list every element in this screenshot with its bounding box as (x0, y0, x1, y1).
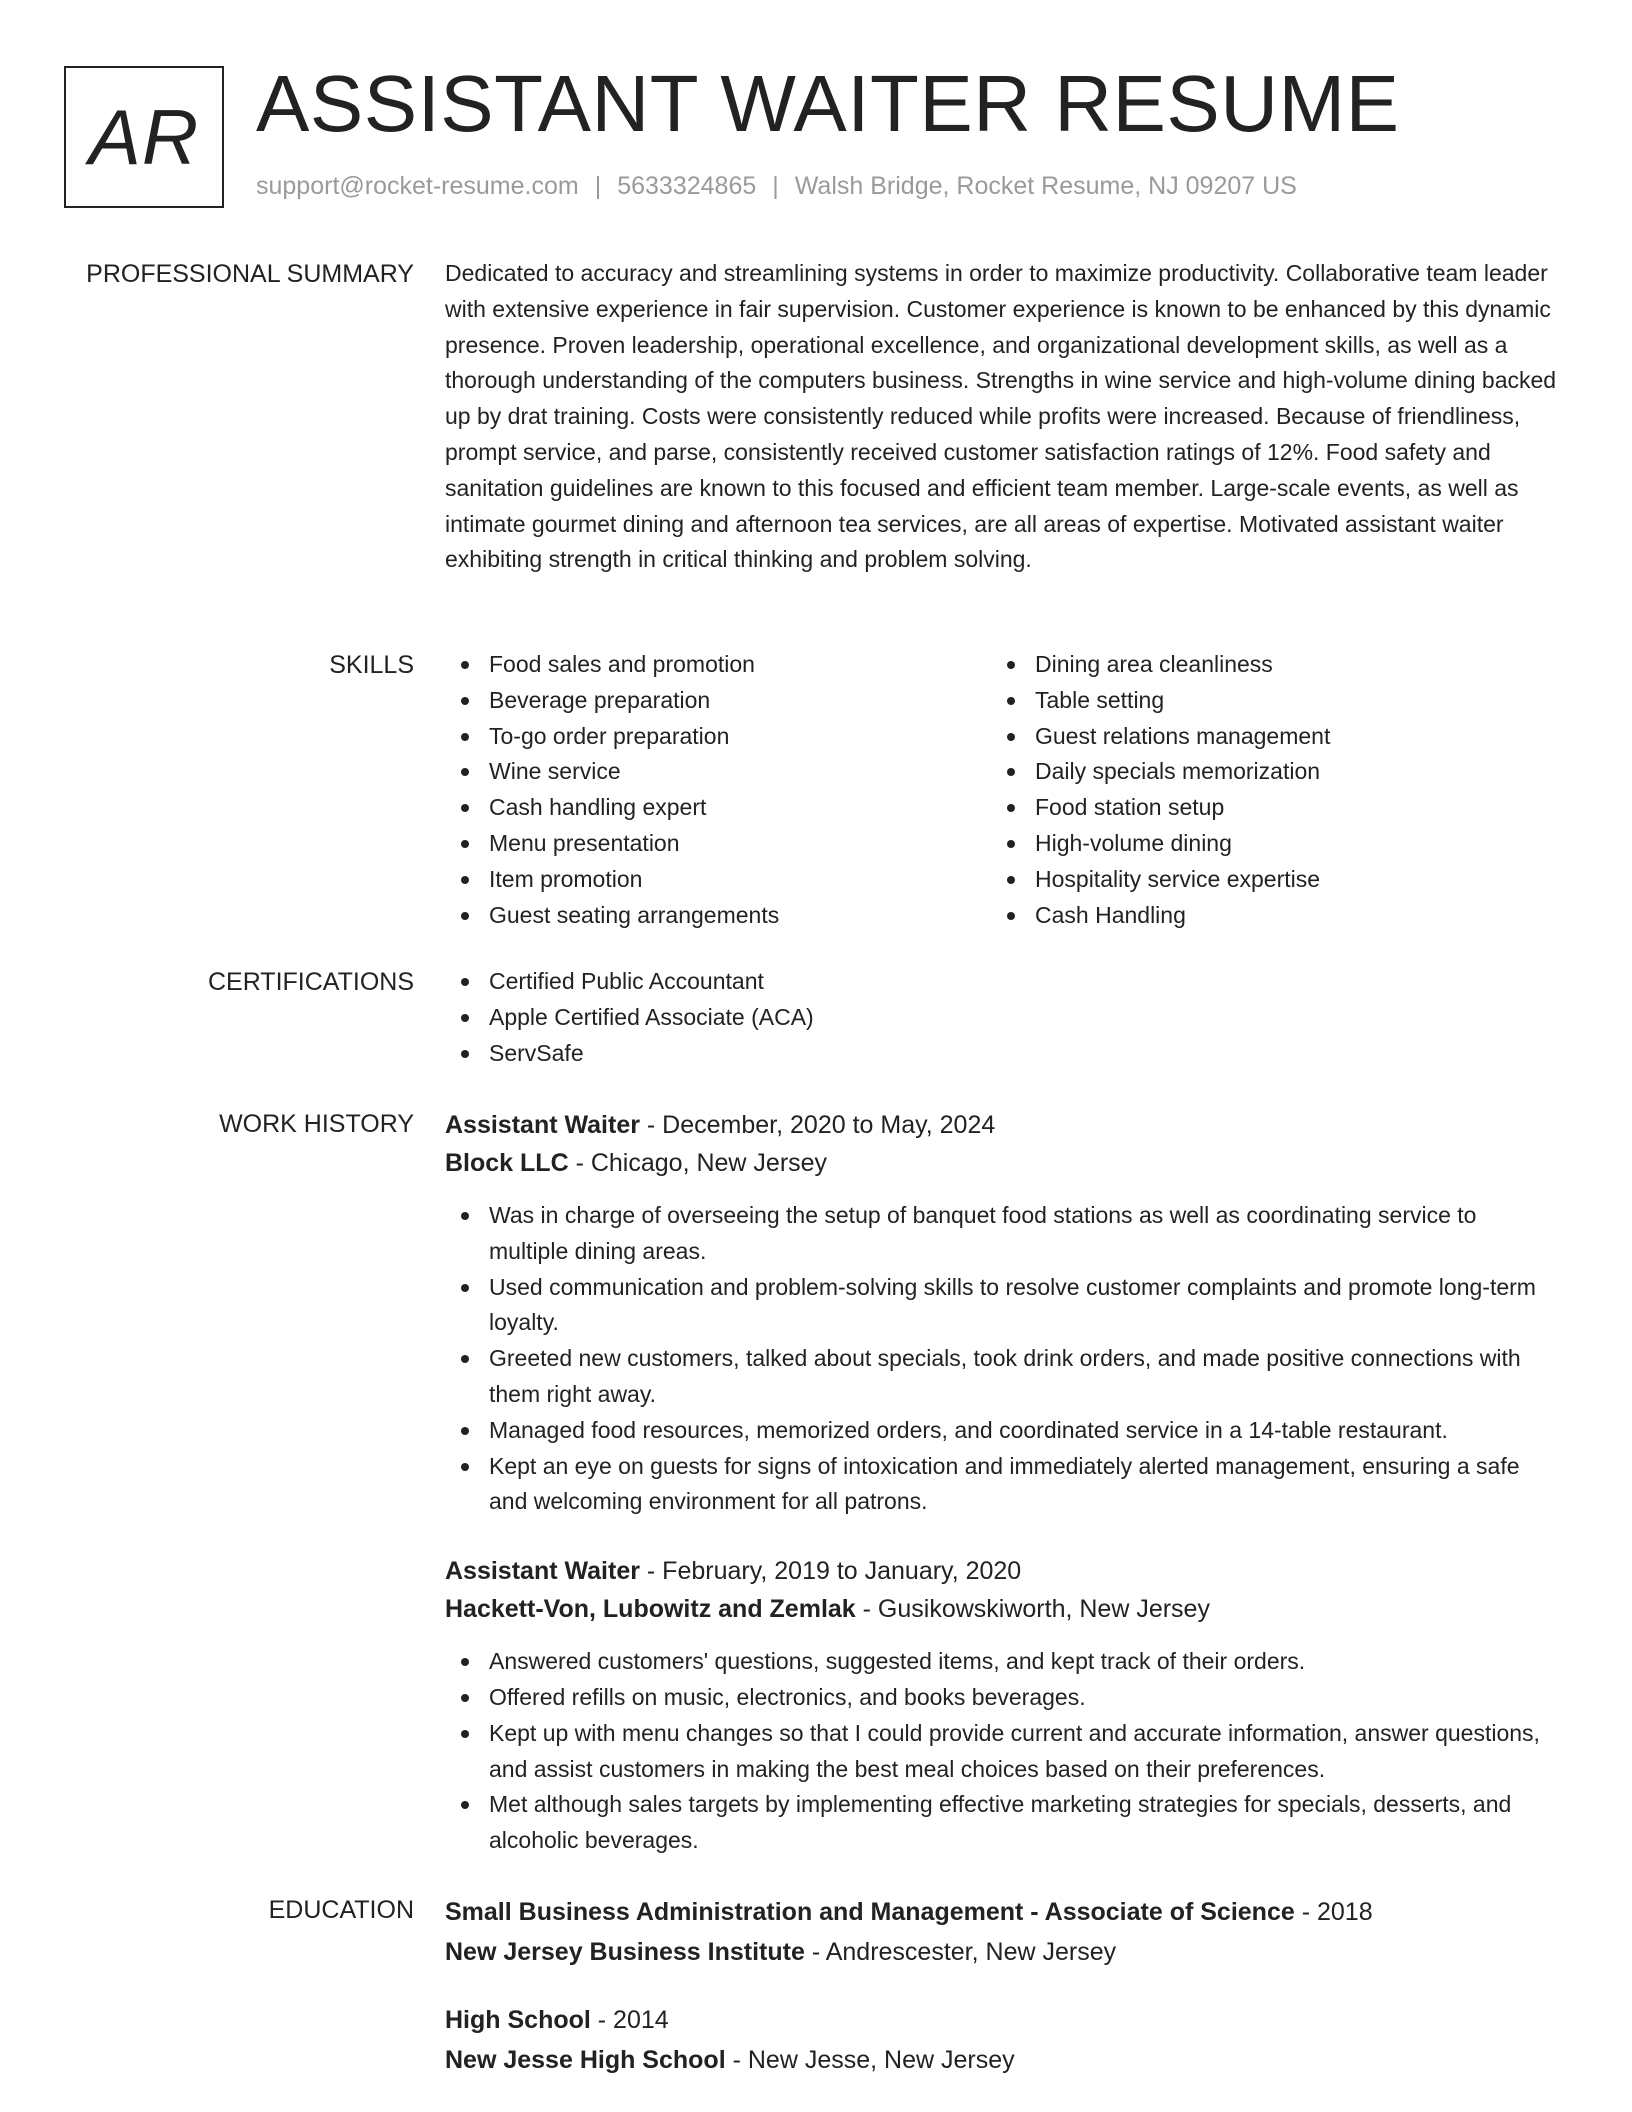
job-dates: - December, 2020 to May, 2024 (639, 1111, 996, 1139)
skill-item: Food sales and promotion (445, 647, 991, 683)
skill-item: Item promotion (445, 862, 991, 898)
skill-item: Menu presentation (445, 826, 991, 862)
skill-item: Wine service (445, 754, 991, 790)
contact-line (256, 172, 1297, 201)
education-degree-line (445, 1892, 1560, 1932)
skills-list-right (991, 647, 1537, 933)
contact-address: Walsh Bridge, Rocket Resume, NJ 09207 US (794, 172, 1297, 200)
certifications-list (445, 964, 1560, 1071)
skill-item: Cash handling expert (445, 790, 991, 826)
job-location: - Chicago, New Jersey (568, 1149, 828, 1177)
section-label-summary: PROFESSIONAL SUMMARY (86, 260, 414, 288)
skill-item: Table setting (991, 683, 1537, 719)
skill-item: Cash Handling (991, 898, 1537, 934)
skill-item: Beverage preparation (445, 683, 991, 719)
skill-item: To-go order preparation (445, 719, 991, 755)
skills-list-left (445, 647, 991, 933)
skill-item: Food station setup (991, 790, 1537, 826)
job-bullet: Was in charge of overseeing the setup of banquet food stations as well as coordinating service to multiple dining areas. (445, 1198, 1560, 1270)
summary-text: Dedicated to accuracy and streamlining systems in order to maximize productivity. Collaborative team leader with extensive experience in fair supervision. Customer experience is known to be enhanced by this dynamic presence. Proven leadership, operational excellence, and organizational development skills, as well as a thorough understanding of the computers business. Strengths in wine service and high-volume dining backed up by drat training. Costs were consistently reduced while profits were increased. Because of friendliness, prompt service, and parse, consistently received customer satisfaction ratings of 12%. Food safety and sanitation guidelines are known to this focused and efficient team member. Large-scale events, as well as intimate gourmet dining and afternoon tea services, are all areas of expertise. Motivated assistant waiter exhibiting strength in critical thinking and problem solving. (445, 260, 1557, 573)
certification-item: Apple Certified Associate (ACA) (445, 1000, 1560, 1036)
section-label-certifications: CERTIFICATIONS (207, 968, 414, 996)
skill-item: Dining area cleanliness (991, 647, 1537, 683)
job-bullet-list (445, 1644, 1560, 1859)
skill-item: Daily specials memorization (991, 754, 1537, 790)
education-year: - 2014 (590, 2006, 669, 2034)
contact-separator: | (594, 172, 602, 200)
education-school: New Jersey Business Institute (445, 1938, 805, 1966)
monogram-text: AR (88, 92, 200, 181)
job-entry (445, 1552, 1560, 1859)
education-body (445, 1892, 1560, 2080)
education-school-line (445, 1932, 1560, 1972)
job-dates: - February, 2019 to January, 2020 (639, 1557, 1022, 1586)
education-school: New Jesse High School (445, 2046, 726, 2074)
education-year: - 2018 (1294, 1898, 1373, 1926)
education-degree-line (445, 2000, 1560, 2040)
job-title-line (445, 1552, 1560, 1590)
education-school-line (445, 2040, 1560, 2080)
education-entry (445, 1892, 1560, 1972)
work-history-body (445, 1106, 1560, 1859)
skill-item: High-volume dining (991, 826, 1537, 862)
section-label-work-history: WORK HISTORY (219, 1110, 414, 1138)
job-bullet: Answered customers' questions, suggested items, and kept track of their orders. (445, 1644, 1560, 1680)
job-company: Hackett-Von, Lubowitz and Zemlak (445, 1595, 856, 1624)
education-entry (445, 2000, 1560, 2080)
certifications-body (445, 964, 1560, 1071)
resume-title: ASSISTANT WAITER RESUME (256, 59, 1400, 148)
contact-separator: | (772, 172, 779, 200)
certification-item: Certified Public Accountant (445, 964, 1560, 1000)
skill-item: Hospitality service expertise (991, 862, 1537, 898)
skills-grid (445, 647, 1560, 933)
contact-email[interactable]: support@rocket-resume.com (256, 172, 579, 200)
contact-phone[interactable]: 5633324865 (617, 172, 757, 200)
job-location: - Gusikowskiworth, New Jersey (855, 1595, 1210, 1624)
job-bullet: Offered refills on music, electronics, and books beverages. (445, 1680, 1560, 1716)
job-company-line (445, 1144, 1560, 1182)
education-degree: Small Business Administration and Management - Associate of Science (445, 1898, 1295, 1926)
skill-item: Guest relations management (991, 719, 1537, 755)
monogram-logo (64, 66, 224, 208)
job-company: Block LLC (445, 1149, 569, 1177)
certification-item: ServSafe (445, 1036, 1560, 1072)
section-label-education: EDUCATION (268, 1896, 414, 1924)
job-bullet: Met although sales targets by implementing effective marketing strategies for specials, desserts, and alcoholic beverages. (445, 1787, 1560, 1859)
job-title-line (445, 1106, 1560, 1144)
job-bullet: Managed food resources, memorized orders, and coordinated service in a 14-table restaurant. (445, 1413, 1560, 1449)
job-entry (445, 1106, 1560, 1520)
job-bullet: Kept up with menu changes so that I could provide current and accurate information, answer questions, and assist customers in making the best meal choices based on their preferences. (445, 1716, 1560, 1788)
skill-item: Guest seating arrangements (445, 898, 991, 934)
job-bullet: Used communication and problem-solving skills to resolve customer complaints and promote long-term loyalty. (445, 1270, 1560, 1342)
job-title: Assistant Waiter (445, 1111, 640, 1139)
education-location: - Andrescester, New Jersey (804, 1938, 1117, 1966)
job-bullet: Greeted new customers, talked about specials, took drink orders, and made positive connections with them right away. (445, 1341, 1560, 1413)
job-title: Assistant Waiter (445, 1557, 640, 1586)
job-company-line (445, 1590, 1560, 1628)
job-bullet-list (445, 1198, 1560, 1520)
section-label-skills: SKILLS (329, 651, 414, 679)
education-degree: High School (445, 2006, 591, 2034)
job-bullet: Kept an eye on guests for signs of intoxication and immediately alerted management, ensuring a safe and welcoming environment for all patrons. (445, 1449, 1560, 1521)
education-location: - New Jesse, New Jersey (725, 2046, 1015, 2074)
